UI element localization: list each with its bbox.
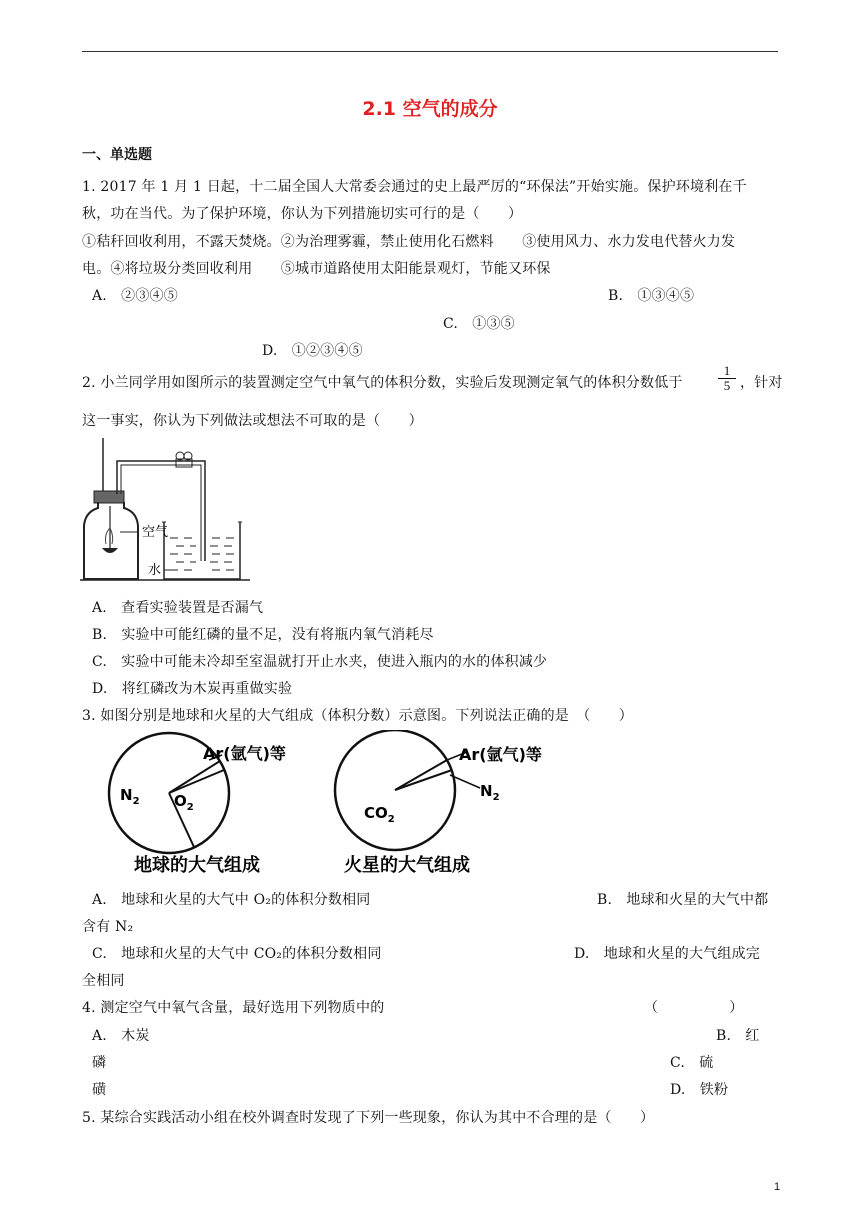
earth-ar-label: Ar(氩气)等	[203, 744, 286, 763]
fraction-numerator: 1	[718, 364, 736, 379]
header-rule	[82, 51, 778, 52]
q2-option-a[interactable]: A. 查看实验装置是否漏气	[92, 600, 264, 616]
mars-n2-label: $N_2$	[480, 782, 500, 803]
q1-line-4: 电。④将垃圾分类回收利用 ⑤城市道路使用太阳能景观灯，节能又环保	[82, 261, 551, 277]
label-water: 水	[148, 563, 162, 578]
q4-option-b-line-1[interactable]: B. 红	[716, 1028, 760, 1044]
earth-pie-chart	[109, 733, 286, 876]
atmosphere-figures	[82, 730, 642, 882]
q1-option-c[interactable]: C. ①③⑤	[443, 316, 515, 332]
q2-line-2: 这一事实，你认为下列做法或想法不可取的是（ ）	[82, 413, 423, 429]
fraction-one-fifth	[718, 364, 736, 393]
q1-line-1: 1. 2017 年 1 月 1 日起，十二届全国人大常委会通过的史上最严厉的“环保法”开始实施。保护环境利在千	[82, 179, 747, 195]
flask	[84, 502, 138, 579]
q4-option-d[interactable]: D. 铁粉	[670, 1082, 729, 1098]
q1-option-d[interactable]: D. ①②③④⑤	[262, 343, 363, 359]
q2-line-1-end: ，针对	[740, 375, 783, 391]
q5-line-1: 5. 某综合实践活动小组在校外调查时发现了下列一些现象，你认为其中不合理的是（ ）	[82, 1110, 655, 1126]
q2-option-c[interactable]: C. 实验中可能未冷却至室温就打开止水夹，使进入瓶内的水的体积减少	[92, 654, 548, 670]
apparatus-diagram	[80, 436, 250, 586]
q4-answer-paren: （ ）	[644, 1000, 744, 1016]
q2-option-d[interactable]: D. 将红磷改为木炭再重做实验	[92, 681, 293, 697]
earth-o2-label: $O_2$	[174, 792, 194, 813]
mars-caption: 火星的大气组成	[344, 855, 470, 876]
section-heading: 一、单选题	[82, 147, 152, 163]
q1-line-2: 秋，功在当代。为了保护环境，你认为下列措施切实可行的是（ ）	[82, 206, 523, 222]
combustion-spoon	[102, 548, 118, 553]
q4-option-a[interactable]: A. 木炭	[92, 1028, 150, 1044]
water-hatching	[170, 538, 234, 570]
q1-option-b[interactable]: B. ①③④⑤	[608, 288, 695, 304]
q1-line-3: ①秸秆回收利用，不露天焚烧。②为治理雾霾，禁止使用化石燃料 ③使用风力、水力发电代替火力发	[82, 234, 736, 250]
mars-co2-label: $CO_2$	[364, 804, 395, 825]
q4-option-c-line-2: 磺	[92, 1082, 107, 1098]
q4-option-b-line-2: 磷	[92, 1055, 107, 1071]
q2-option-b[interactable]: B. 实验中可能红磷的量不足，没有将瓶内氧气消耗尽	[92, 627, 434, 643]
mars-pie-chart	[335, 730, 542, 876]
q1-option-a[interactable]: A. ②③④⑤	[92, 288, 178, 304]
earth-n2-label: $N_2$	[120, 786, 140, 807]
label-air: 空气	[142, 525, 169, 540]
document-title: 2.1 空气的成分	[362, 98, 498, 120]
stopper	[94, 491, 124, 503]
q3-option-b-line-2: 含有 N₂	[82, 919, 134, 935]
q3-option-d-line-2: 全相同	[82, 973, 125, 989]
q3-option-b-line-1[interactable]: B. 地球和火星的大气中都	[597, 892, 769, 908]
mars-ar-label: Ar(氩气)等	[459, 745, 542, 764]
q4-option-c[interactable]: C. 硫	[670, 1055, 714, 1071]
q2-line-1: 2. 小兰同学用如图所示的装置测定空气中氧气的体积分数，实验后发现测定氧气的体积分数低于	[82, 375, 683, 391]
q3-option-c[interactable]: C. 地球和火星的大气中 CO₂的体积分数相同	[92, 946, 382, 962]
fraction-denominator: 5	[723, 378, 731, 393]
flame-icon	[106, 528, 113, 544]
q3-line-1: 3. 如图分别是地球和火星的大气组成（体积分数）示意图。下列说法正确的是 （ ）	[82, 708, 634, 724]
q3-option-a[interactable]: A. 地球和火星的大气中 O₂的体积分数相同	[92, 892, 371, 908]
q4-line-1: 4. 测定空气中氧气含量，最好选用下列物质中的	[82, 1000, 385, 1016]
q3-option-d-line-1[interactable]: D. 地球和火星的大气组成完	[574, 946, 760, 962]
page-number: 1	[774, 1181, 781, 1193]
earth-caption: 地球的大气组成	[134, 855, 260, 876]
